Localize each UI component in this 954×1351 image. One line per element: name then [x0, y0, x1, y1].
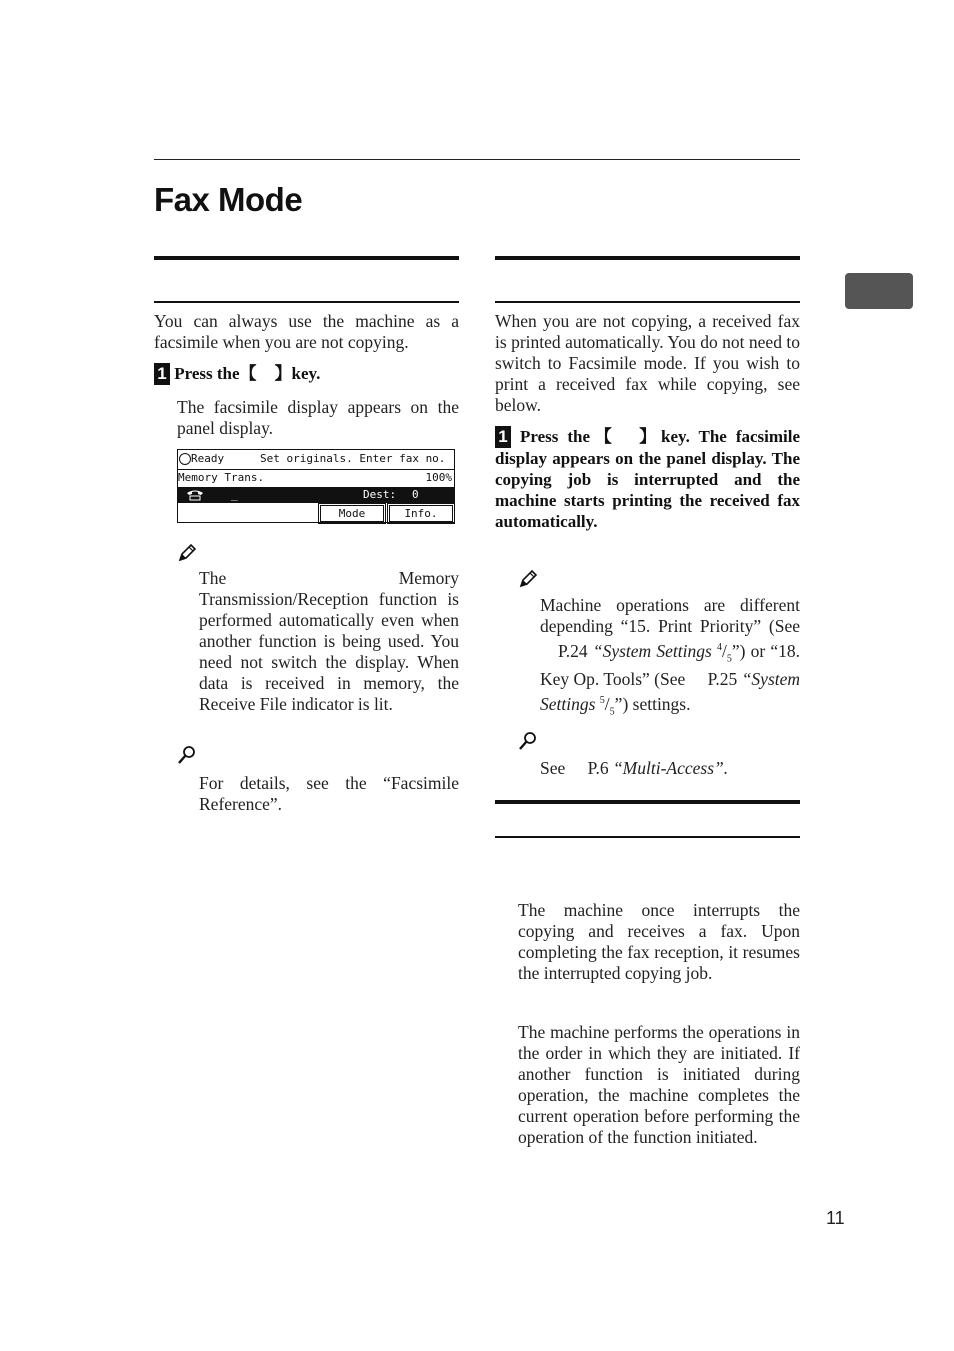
- note-ref2-sup: 5: [599, 695, 605, 707]
- note-text-part2: ”) or “18. Key Op. Tools” (See: [540, 640, 801, 690]
- note-ref2-sub: 5: [609, 706, 615, 718]
- lcd-status: Ready: [191, 452, 225, 465]
- section-rule-thick: [495, 256, 800, 260]
- right-step: [495, 426, 800, 532]
- step-number-badge: 1: [495, 426, 511, 448]
- subsection-rule: [495, 301, 800, 303]
- step-number-badge: 1: [154, 363, 170, 385]
- section-rule-thick: [154, 256, 459, 260]
- telephone-icon: [186, 489, 204, 501]
- left-note-text: The Memory Transmission/Reception function is performed automatically even when another function is being used. You need not switch the display. When data is received in memory, the Receive File indicator is lit.: [199, 568, 459, 714]
- step-text-post: 】key. The facsimile display appears on the panel display. The copying job is interrupted and the machine starts printing the received fax automatically.: [495, 427, 801, 531]
- page-title: Fax Mode: [154, 181, 303, 218]
- note-ref1-sub: 5: [726, 653, 732, 665]
- info-button[interactable]: Info.: [389, 505, 453, 522]
- left-reference-text: For details, see the “Facsimile Reference”.: [199, 773, 459, 814]
- reference-magnifier-icon: [518, 731, 538, 751]
- note-ref1-page[interactable]: P.24: [558, 640, 588, 661]
- page-number: 11: [826, 1208, 845, 1228]
- note-ref1-title[interactable]: “System Settings: [592, 640, 712, 661]
- subsection-rule: [495, 836, 800, 838]
- lcd-cursor: _: [231, 488, 238, 501]
- right-interrupt-paragraph: The machine once interrupts the copying and receives a fax. Upon completing the fax reception, it resumes the interrupted copying job.: [518, 900, 800, 983]
- reference-page[interactable]: P.6: [587, 758, 609, 778]
- section-rule-thick: [495, 800, 800, 804]
- step-text-pre: Press the【: [520, 427, 617, 446]
- note-pencil-icon: [177, 543, 197, 563]
- right-intro: When you are not copying, a received fax is printed automatically. You do not need to switch to Facsimile mode. If you wish to print a received fax while copying, see below.: [495, 311, 800, 415]
- lcd-panel-display: [177, 449, 455, 523]
- note-pencil-icon: [518, 569, 538, 589]
- note-text-part3: ”) settings.: [614, 694, 691, 715]
- lcd-line-3: [178, 487, 454, 503]
- note-ref2-title[interactable]: “System Settings: [540, 669, 801, 715]
- lcd-dest-value: 0: [412, 488, 419, 501]
- lcd-line-2: [178, 469, 454, 486]
- left-intro: You can always use the machine as a facsimile when you are not copying.: [154, 311, 459, 352]
- left-step-description: The facsimile display appears on the panel display.: [177, 397, 459, 438]
- right-note-text: Machine operations are different depending “15. Print Priority” (See P.24 “System Settings $^4/_5$”) or “18. Key Op. Tools” (See P.25 “System Settings $^5/_5$”) settings.: [540, 595, 801, 718]
- reference-see: See: [540, 758, 566, 778]
- mode-button[interactable]: Mode: [320, 505, 384, 522]
- left-step: [154, 363, 459, 385]
- reference-magnifier-icon: [177, 745, 197, 765]
- chapter-tab: [845, 273, 913, 309]
- header-rule: [154, 159, 800, 160]
- ready-indicator-icon: [179, 453, 191, 465]
- subsection-rule: [154, 301, 459, 303]
- lcd-line-1: [178, 451, 454, 467]
- lcd-message: Set originals. Enter fax no.: [260, 452, 446, 465]
- step-text-pre: Press the【: [174, 364, 257, 383]
- right-reference-text: [540, 758, 800, 779]
- right-order-paragraph: The machine performs the operations in the order in which they are initiated. If another function is initiated during operation, the machine completes the current operation before performing the operation of the function initiated.: [518, 1022, 800, 1147]
- step-text-post: 】key.: [274, 364, 321, 383]
- lcd-memory-value: 100%: [425, 471, 452, 484]
- reference-title[interactable]: “Multi-Access”.: [612, 758, 729, 778]
- lcd-dest-label: Dest:: [363, 488, 397, 501]
- lcd-memory-label: Memory Trans.: [178, 471, 265, 484]
- note-text-part1: Machine operations are different depending “15. Print Priority” (See: [540, 595, 800, 636]
- note-ref2-page[interactable]: P.25: [707, 669, 738, 690]
- note-ref1-sup: 4: [716, 642, 722, 653]
